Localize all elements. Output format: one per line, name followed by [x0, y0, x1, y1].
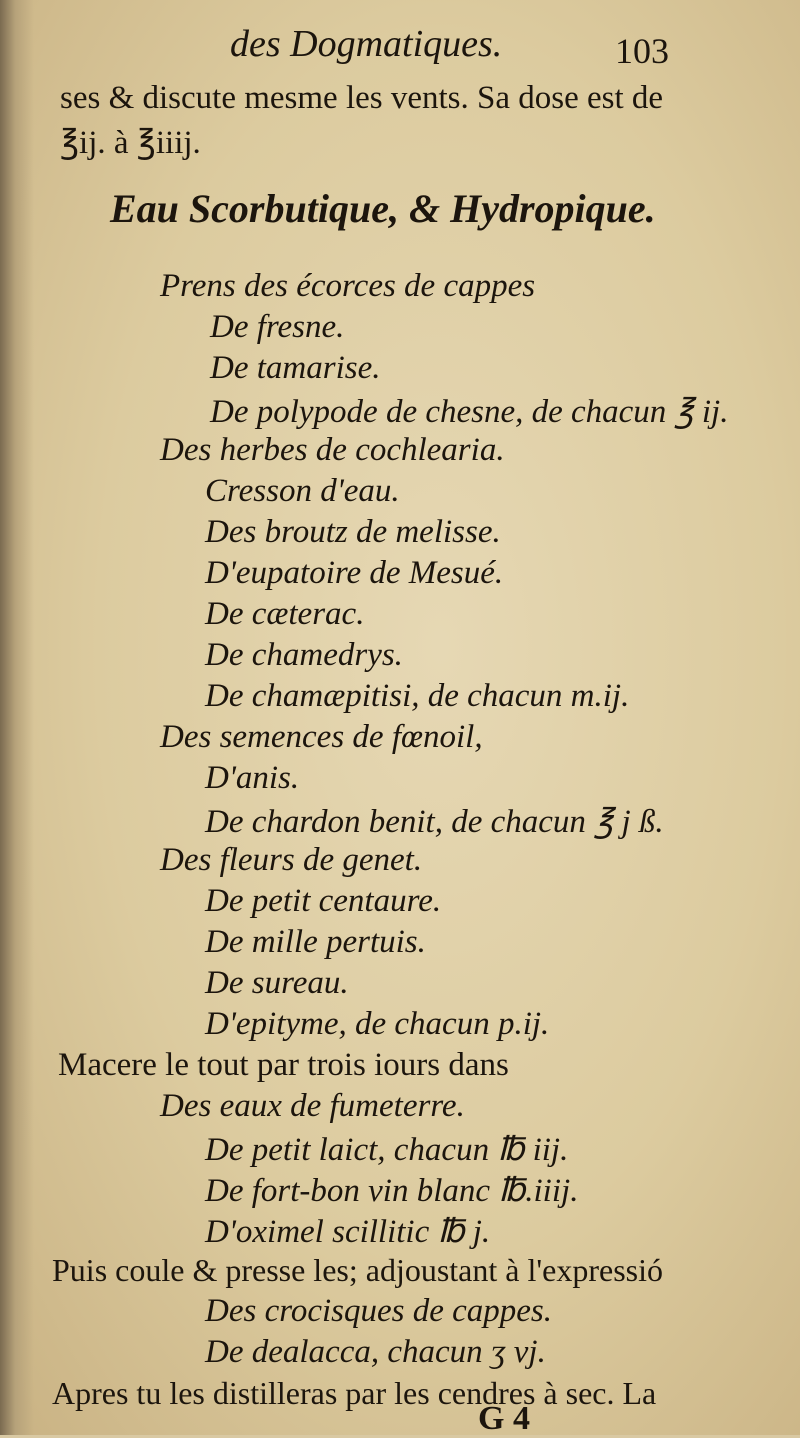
recipe-line: Apres tu les distilleras par les cendres à sec. La — [52, 1375, 657, 1411]
section-title: Eau Scorbutique, & Hydropique. — [110, 186, 656, 231]
recipe-line: Des broutz de melisse. — [205, 514, 501, 550]
recipe-line: D'epityme, de chacun p.ij. — [205, 1006, 550, 1042]
running-head: des Dogmatiques. — [230, 23, 503, 65]
recipe-line: De chamedrys. — [205, 637, 403, 673]
recipe-line: D'eupatoire de Mesué. — [205, 555, 504, 591]
recipe-line: De chamæpitisi, de chacun m.ij. — [205, 678, 630, 714]
recipe-line: Des herbes de cochlearia. — [160, 432, 505, 468]
recipe-line: Macere le tout par trois iours dans — [58, 1047, 509, 1083]
page-gutter-shadow — [0, 0, 34, 1435]
recipe-line: Des fleurs de genet. — [160, 842, 423, 878]
recipe-line: Prens des écorces de cappes — [160, 268, 536, 304]
signature-mark: G 4 — [478, 1400, 530, 1437]
recipe-line: De polypode de chesne, de chacun ℥ ij. — [210, 394, 729, 430]
recipe-line: De mille pertuis. — [205, 924, 426, 960]
recipe-line: De petit centaure. — [205, 883, 442, 919]
recipe-line: De sureau. — [205, 965, 349, 1001]
recipe-line: Puis coule & presse les; adjoustant à l'expressió — [52, 1252, 663, 1288]
recipe-line: De tamarise. — [210, 350, 381, 386]
page-number: 103 — [615, 31, 669, 71]
recipe-line: De chardon benit, de chacun ℥ j ß. — [205, 804, 664, 840]
recipe-line: De dealacca, chacun ʒ vj. — [205, 1334, 546, 1370]
recipe-line: D'anis. — [205, 760, 300, 796]
recipe-line: Des eaux de fumeterre. — [160, 1088, 465, 1124]
intro-line: ses & discute mesme les vents. Sa dose est de — [60, 80, 664, 116]
recipe-line: De cæterac. — [205, 596, 365, 632]
recipe-line: Cresson d'eau. — [205, 473, 400, 509]
recipe-line: De petit laict, chacun ℔ iij. — [205, 1132, 569, 1168]
recipe-line: Des crocisques de cappes. — [205, 1293, 553, 1329]
recipe-line: De fort-bon vin blanc ℔.iiij. — [205, 1173, 579, 1209]
recipe-line: D'oximel scillitic ℔ j. — [205, 1214, 491, 1250]
intro-line: ℥ij. à ℥iiij. — [60, 125, 201, 161]
recipe-line: De fresne. — [210, 309, 345, 345]
recipe-line: Des semences de fœnoil, — [160, 719, 483, 755]
